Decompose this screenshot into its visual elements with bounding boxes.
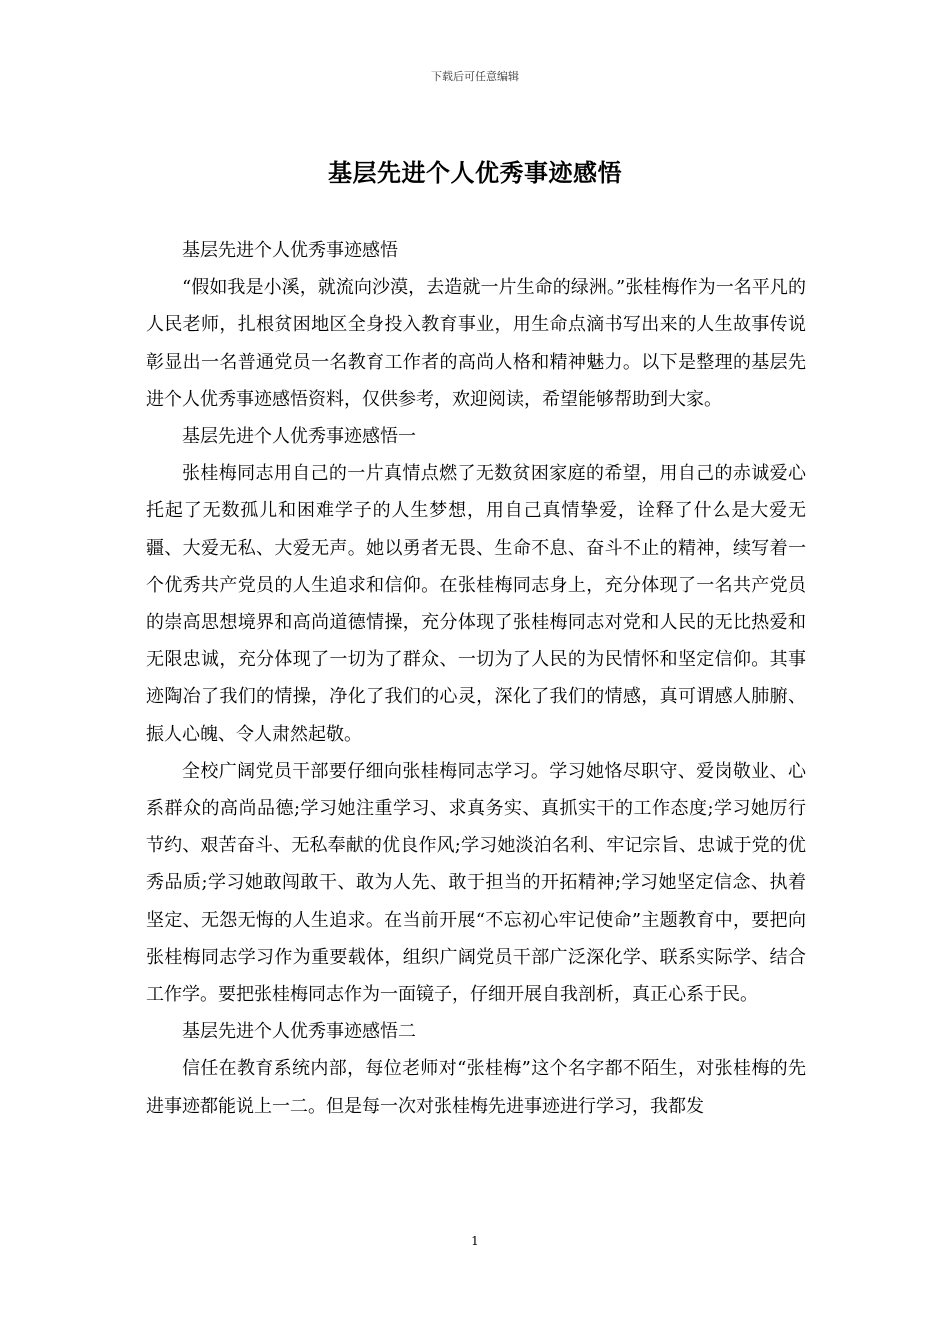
- section-heading: 基层先进个人优秀事迹感悟一: [182, 426, 416, 448]
- body-paragraph: “假如我是小溪，就流向沙漠，去造就一片生命的绿洲。”张桂梅作为一名平凡的人民老师，扎根贫困地区全身投入教育事业，用生命点滴书写出来的人生故事传说彰显出一名普通党员一名教育工作者的高尚人格和精神魅力。以下是整理的基层先进个人优秀事迹感悟资料，仅供参考，欢迎阅读，希望能够帮助到大家。: [146, 277, 806, 410]
- header-note: 下载后可任意编辑: [431, 70, 519, 83]
- body-paragraph: 全校广阔党员干部要仔细向张桂梅同志学习。学习她恪尽职守、爱岗敬业、心系群众的高尚品德;学习她注重学习、求真务实、真抓实干的工作态度;学习她厉行节约、艰苦奋斗、无私奉献的优良作风;学习她淡泊名利、牢记宗旨、忠诚于党的优秀品质;学习她敢闯敢干、敢为人先、敢于担当的开拓精神;学习她坚定信念、执着坚定、无怨无悔的人生追求。在当前开展“不忘初心牢记使命”主题教育中，要把向张桂梅同志学习作为重要载体，组织广阔党员干部广泛深化学、联系实际学、结合工作学。要把张桂梅同志作为一面镜子，仔细开展自我剖析，真正心系于民。: [146, 760, 806, 1006]
- section-heading: 基层先进个人优秀事迹感悟二: [182, 1021, 416, 1043]
- body-paragraph: 张桂梅同志用自己的一片真情点燃了无数贫困家庭的希望，用自己的赤诚爱心托起了无数孤儿和困难学子的人生梦想，用自己真情挚爱，诠释了什么是大爱无疆、大爱无私、大爱无声。她以勇者无畏、生命不息、奋斗不止的精神，续写着一个优秀共产党员的人生追求和信仰。在张桂梅同志身上，充分体现了一名共产党员的崇高思想境界和高尚道德情操，充分体现了张桂梅同志对党和人民的无比热爱和无限忠诚，充分体现了一切为了群众、一切为了人民的为民情怀和坚定信仰。其事迹陶冶了我们的情操，净化了我们的心灵，深化了我们的情感，真可谓感人肺腑、振人心魄、令人肃然起敬。: [146, 463, 806, 745]
- body-paragraph: 信任在教育系统内部，每位老师对“张桂梅”这个名字都不陌生，对张桂梅的先进事迹都能说上一二。但是每一次对张桂梅先进事迹进行学习，我都发: [146, 1058, 806, 1117]
- document-title: 基层先进个人优秀事迹感悟: [328, 158, 622, 187]
- page-number: 1: [471, 1234, 479, 1248]
- document-body: [146, 232, 806, 1125]
- body-paragraph: 基层先进个人优秀事迹感悟: [182, 240, 398, 261]
